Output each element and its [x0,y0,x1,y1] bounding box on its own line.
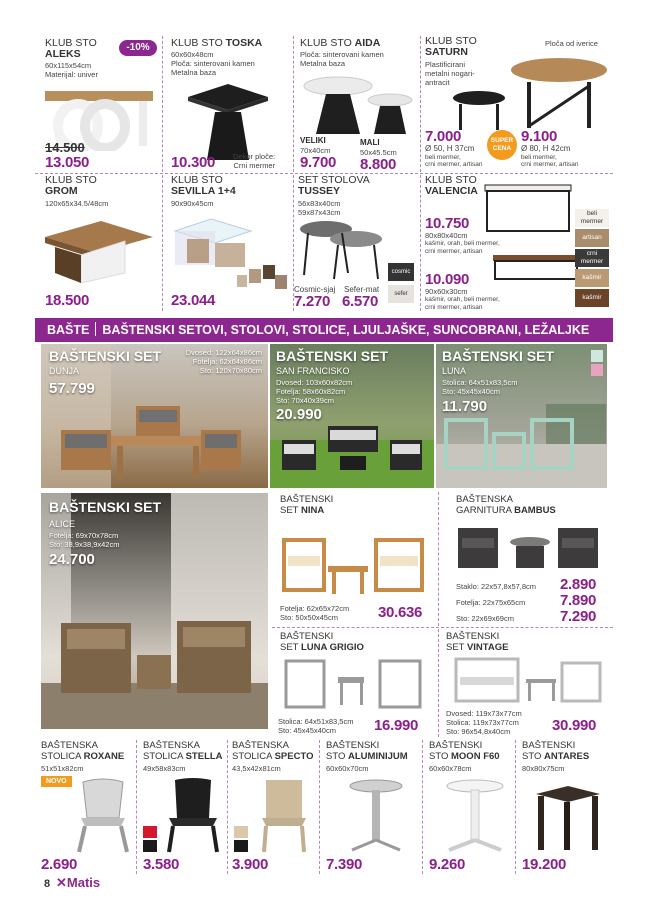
stella-spec: 49x58x83cm [143,764,186,773]
saturn-dim-2: Ø 80, H 42cm [521,144,571,153]
swatch-kasmir: kašmir [575,269,609,287]
alice-specs: Fotelja: 69x70x78cm Sto: 38,9x38,9x42cm [49,531,120,549]
antares-table-image [532,784,604,852]
alice-name: ALICE [49,519,76,529]
aida-v2-dim: 50x45.5cm [360,148,397,157]
brand-logo: ✕Matis [56,875,101,890]
grom-title: KLUB STO GROM [45,175,97,197]
roxane-spec: 51x51x82cm [41,764,84,773]
sevilla-table-image [171,213,291,293]
vintage-price: 30.990 [552,717,597,734]
product-moon[interactable] [423,740,515,874]
stella-swatch-black [143,840,157,852]
sevilla-title: KLUB STO SEVILLA 1+4 [171,175,236,197]
luna-title: BAŠTENSKI SET [442,348,555,364]
product-toska[interactable] [163,36,293,172]
saturn-specs: Plastificirani metalni nogari- antracit [425,60,475,87]
dunja-price: 57.799 [49,380,95,397]
toska-note: Dekor ploče: Crni mermer [233,152,276,170]
valencia-table-1-image [483,181,573,235]
aida-v1-dim: 70x40cm [300,146,331,155]
saturn-sub-2: beli mermer, crni mermer, artisan [521,154,579,168]
aida-table-image [298,72,416,142]
sf-price: 20.990 [276,406,322,423]
swatch-sefer: sefer [388,285,414,303]
saturn-price-1: 7.000 [425,128,462,145]
bambus-price-3: 7.290 [560,608,597,625]
moon-title: BAŠTENSKI STO MOON F60 [429,740,500,762]
aida-v2-price: 8.800 [360,156,397,172]
bambus-price-2: 7.890 [560,592,597,609]
brand-mark-icon: ✕ [56,875,67,890]
valencia-dim-2: 90x60x30cm [425,287,468,296]
product-valencia[interactable] [421,175,613,311]
sevilla-specs: 90x90x45cm [171,199,214,208]
roxane-title: BAŠTENSKA STOLICA ROXANE [41,740,125,762]
specto-title: BAŠTENSKA STOLICA SPECTO [232,740,314,762]
luna-price: 11.790 [442,398,488,415]
nina-image [280,518,430,598]
specto-chair-image [254,778,314,854]
nina-price: 30.636 [378,604,423,621]
grom-table-image [41,215,157,285]
tussey-label-2: Sefer-mat [344,285,380,294]
aida-specs: Ploča: sinterovani kamen Metalna baza [300,50,384,68]
aida-v2-label: MALI [360,138,380,147]
super-cena-badge: SUPER CENA [487,130,517,160]
bambus-l1: Staklo: 22x57,8x57,8cm [456,582,537,591]
tussey-title: SET STOLOVA TUSSEY [298,175,370,197]
discount-badge: -10% [119,40,157,56]
product-specto[interactable] [228,740,319,874]
luna-swatch-mint [591,350,603,362]
swatch-crni-mermer: crni mermer [575,249,609,267]
stella-price: 3.580 [143,856,180,873]
aida-v1-price: 9.700 [300,154,337,171]
aida-title: KLUB STO AIDA [300,37,381,49]
specto-swatch-black [234,840,248,852]
page-number: 8 [44,878,51,890]
swatch-kasmir-2: kašmir [575,289,609,307]
grigio-price: 16.990 [374,717,419,734]
sf-title: BAŠTENSKI SET [276,348,389,364]
grom-price: 18.500 [45,292,90,309]
valencia-sub-1: kašmir, orah, beli mermer, crni mermer, artisan [425,240,500,255]
saturn-table-image [449,52,609,132]
sevilla-price: 23.044 [171,292,216,309]
tussey-price-1: 7.270 [294,293,331,310]
roxane-price: 2.690 [41,856,78,873]
specto-swatch-beige [234,826,248,838]
product-antares[interactable] [516,740,613,874]
valencia-price-1: 10.750 [425,215,470,232]
alice-photo [41,493,268,729]
aluminijum-price: 7.390 [326,856,363,873]
tussey-price-2: 6.570 [342,293,379,310]
nina-specs: Fotelja: 62x65x72cm Sto: 50x50x45cm [280,604,350,622]
product-aleks[interactable] [35,36,161,172]
product-san-francisko[interactable] [270,344,434,488]
aleks-old-price: 14.500 [45,140,85,155]
antares-price: 19.200 [522,856,567,873]
valencia-table-2-image [491,251,581,281]
grom-specs: 120x65x34.5/48cm [45,199,109,208]
product-aida[interactable] [294,36,420,172]
stella-chair-image [161,778,223,854]
valencia-sub-2: kašmir, orah, beli mermer, crni mermer, artisan [425,296,500,311]
toska-table-image [183,82,273,162]
aluminijum-table-image [346,778,406,854]
swatch-artisan: artisan [575,229,609,247]
antares-title: BAŠTENSKI STO ANTARES [522,740,590,762]
stella-swatch-red [143,826,157,838]
grigio-title: BAŠTENSKI SET LUNA GRIGIO [280,631,364,653]
product-dunja[interactable] [41,344,268,488]
product-roxane[interactable] [35,740,135,874]
aluminijum-spec: 60x60x70cm [326,764,369,773]
product-saturn[interactable] [421,36,613,172]
antares-spec: 80x80x75cm [522,764,565,773]
grigio-image [280,653,430,711]
product-alice[interactable] [41,493,268,729]
saturn-dim-1: Ø 50, H 37cm [425,144,475,153]
alice-title: BAŠTENSKI SET [49,499,162,515]
aleks-price: 13.050 [45,154,90,171]
bambus-price-1: 2.890 [560,576,597,593]
bambus-l2: Fotelja: 22x75x65cm [456,598,526,607]
dunja-title: BAŠTENSKI SET [49,348,162,364]
category-band: BAŠTE BAŠTENSKI SETOVI, STOLOVI, STOLICE, LJULJAŠKE, SUNCOBRANI, LEŽALJKE [35,318,613,342]
grigio-specs: Stolica: 64x51x83,5cm Sto: 45x45x40cm [278,717,354,735]
bambus-image [454,518,604,574]
moon-price: 9.260 [429,856,466,873]
saturn-sub-1: beli mermer, crni mermer, artisan [425,154,483,168]
bambus-title: BAŠTENSKA GARNITURA BAMBUS [456,494,556,516]
product-luna[interactable] [436,344,607,488]
roxane-chair-image [73,778,131,854]
swatch-beli-mermer: beli mermer [575,209,609,227]
product-grom[interactable] [35,175,161,311]
stella-title: BAŠTENSKA STOLICA STELLA [143,740,223,762]
saturn-title: KLUB STO SATURN [425,36,477,58]
luna-specs: Stolica: 64x51x83,5cm Sto: 45x45x40cm [442,378,518,396]
toska-specs: 60x60x48cm Ploča: sinterovani kamen Metalna baza [171,50,255,77]
bambus-l3: Sto: 22x69x69cm [456,614,514,623]
luna-name: LUNA [442,366,467,376]
aluminijum-title: BAŠTENSKI STO ALUMINIJUM [326,740,408,762]
product-vintage[interactable] [440,629,613,739]
luna-swatch-pink [591,364,603,376]
product-stella[interactable] [137,740,227,874]
tussey-specs: 56x83x40cm 59x87x43cm [298,199,341,217]
aida-v1-label: VELIKI [300,136,326,145]
tussey-label-1: Cosmic-sjaj [294,285,336,294]
product-tussey[interactable] [294,175,420,311]
aleks-specs: 60x115x54cm Materijal: univer [45,61,98,79]
vintage-specs: Dvosed: 119x73x77cm Stolica: 119x73x77cm Sto: 96x54,8x40cm [446,709,522,736]
dunja-name: DUNJA [49,366,80,376]
dunja-specs: Dvosed: 122x64x86cm Fotelja: 62x64x86cm Sto: 120x70x80cm [185,348,262,375]
specto-spec: 43,5x42x81cm [232,764,281,773]
novo-badge: NOVO [41,776,72,787]
valencia-title: KLUB STO VALENCIA [425,175,478,197]
sf-name: SAN FRANCISKO [276,366,350,376]
product-aluminijum[interactable] [320,740,422,874]
toska-price: 10.300 [171,154,216,171]
valencia-dim-1: 80x80x40cm [425,231,468,240]
vintage-image [450,653,606,707]
valencia-price-2: 10.090 [425,271,470,288]
product-bambus[interactable] [440,492,613,626]
moon-spec: 60x60x78cm [429,764,472,773]
saturn-board-note: Ploča od iverice [545,39,598,48]
aleks-title: KLUB STO ALEKS [45,37,97,60]
product-luna-grigio[interactable] [272,629,437,739]
alice-price: 24.700 [49,551,95,568]
vintage-title: BAŠTENSKI SET VINTAGE [446,631,509,653]
toska-title: KLUB STO TOSKA [171,37,263,49]
saturn-price-2: 9.100 [521,128,558,145]
tussey-table-image [298,217,384,281]
nina-title: BAŠTENSKI SET NINA [280,494,334,516]
sf-specs: Dvosed: 103x60x82cm Fotelja: 58x60x82cm Sto: 70x40x39cm [276,378,353,405]
specto-price: 3.900 [232,856,269,873]
product-nina[interactable] [272,492,437,626]
product-sevilla[interactable] [163,175,293,311]
swatch-cosmic: cosmic [388,263,414,281]
moon-table-image [443,778,507,854]
